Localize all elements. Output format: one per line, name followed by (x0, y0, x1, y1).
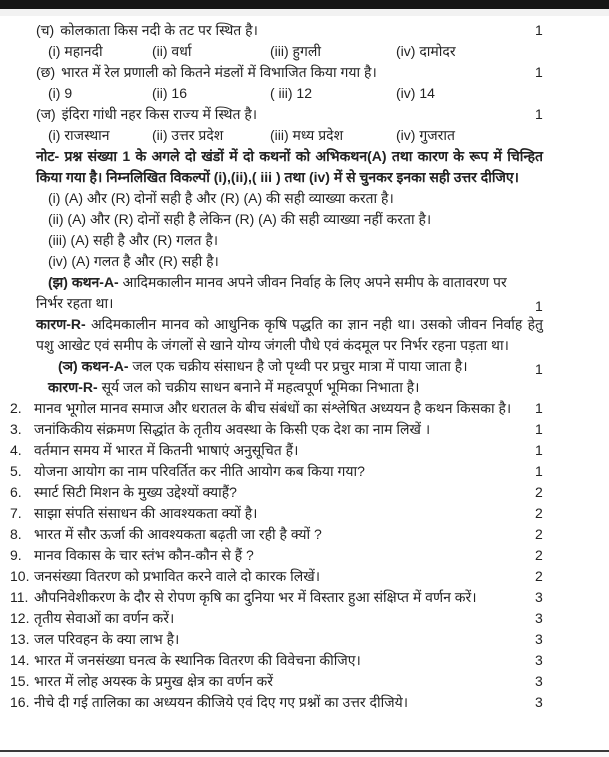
option: (ii) वर्धा (152, 43, 192, 59)
question-text: भारत में रेल प्रणाली को कितने मंडलों में विभाजित किया गया है। (61, 64, 377, 80)
marks-value: 1 (535, 400, 543, 416)
marks-value: 3 (535, 694, 543, 710)
question-text: जनांकिकीय संक्रमण सिद्धांत के तृतीय अवस्था के किसी एक देश का नाम लिखें । (34, 421, 431, 437)
question-label: (च) (36, 22, 55, 38)
marks-value: 1 (535, 463, 543, 479)
option: (ii) उत्तर प्रदेश (152, 127, 224, 143)
question-number: 12. (10, 610, 30, 626)
option: (iv) दामोदर (396, 43, 456, 59)
assertion-jha (8, 272, 601, 314)
question-number: 5. (10, 463, 22, 479)
question-number: 3. (10, 421, 22, 437)
question-text: साझा संपति संसाधन की आवश्यकता क्यों है। (34, 505, 258, 521)
kathan-label: कथन-A- (81, 358, 129, 374)
marks-value: 3 (535, 673, 543, 689)
option: (iii) हुगली (270, 43, 321, 59)
marks-value: 3 (535, 631, 543, 647)
bottom-gray-strip (0, 752, 609, 757)
question-text: योजना आयोग का नाम परिवर्तित कर नीति आयोग कब किया गया? (34, 463, 365, 479)
question-row (8, 419, 601, 440)
question-row (8, 629, 601, 650)
question-number: 10. (10, 568, 30, 584)
marks-value: 1 (535, 106, 543, 122)
marks-value: 1 (535, 442, 543, 458)
top-gray-strip (0, 9, 609, 16)
assertion-label: (झ) (48, 274, 68, 290)
question-number: 16. (10, 694, 30, 710)
marks-value: 1 (535, 361, 543, 377)
question-number: 11. (10, 589, 29, 605)
question-text: नीचे दी गई तालिका का अध्ययन कीजिये एवं दिए गए प्रश्नों का उत्तर दीजिये। (34, 694, 409, 710)
mcq-row-chha (36, 62, 601, 83)
karan-label: कारण-R- (36, 316, 86, 332)
option: (i) 9 (48, 85, 73, 101)
kathan-text: आदिमकालीन मानव अपने जीवन निर्वाह के लिए अपने समीप के वातावरण पर निर्भर रहता था। (36, 274, 507, 311)
question-row (8, 545, 601, 566)
question-number: 14. (10, 652, 30, 668)
marks-value: 3 (535, 652, 543, 668)
marks-value: 3 (535, 610, 543, 626)
marks-value: 2 (535, 547, 543, 563)
assertion-statement (36, 356, 535, 377)
question-label: (ज) (36, 106, 56, 122)
question-row (8, 398, 601, 419)
question-number: 6. (10, 484, 22, 500)
question-number: 7. (10, 505, 22, 521)
marks-value: 1 (535, 298, 543, 314)
question-row (8, 440, 601, 461)
question-text: तृतीय सेवाओं का वर्णन करें। (34, 610, 175, 626)
question-paper-content (0, 16, 609, 713)
marks-value: 2 (535, 568, 543, 584)
question-text: औपनिवेशीकरण के दौर से रोपण कृषि का दुनिया भर में विस्तार हुआ संक्षिप्त में वर्णन करें। (34, 589, 477, 605)
karan-text: सूर्य जल को चक्रीय साधन बनाने में महत्वपूर्ण भूमिका निभाता है। (101, 379, 420, 395)
marks-value: 2 (535, 484, 543, 500)
question-row (8, 461, 601, 482)
question-text: वर्तमान समय में भारत में कितनी भाषाएं अनुसूचित हैं। (34, 442, 299, 458)
mcq-row-ja (36, 104, 601, 125)
mcq-options-cha (48, 41, 601, 62)
marks-value: 2 (535, 526, 543, 542)
option: (iv) 14 (396, 85, 435, 101)
question-text: कोलकाता किस नदी के तट पर स्थित है। (60, 22, 258, 38)
option: (i) महानदी (48, 43, 103, 59)
kathan-text: जल एक चक्रीय संसाधन है जो पृथ्वी पर प्रचुर मात्रा में पाया जाता है। (132, 358, 468, 374)
question-text: जल परिवहन के क्या लाभ है। (34, 631, 180, 647)
assertion-choice: (i) (A) और (R) दोनों सही है और (R) (A) की सही व्याख्या करता है। (48, 190, 394, 206)
marks-value: 1 (535, 64, 543, 80)
question-text: भारत में सौर ऊर्जा की आवश्यकता बढ़ती जा रही है क्यों ? (34, 526, 322, 542)
mcq-options-chha (48, 83, 601, 104)
question-text: भारत में जनसंख्या घनत्व के स्थानिक वितरण की विवेचना कीजिए। (34, 652, 361, 668)
question-row (8, 671, 601, 692)
question-number: 2. (10, 400, 22, 416)
karan-label: कारण-R- (48, 379, 98, 395)
assertion-statement (36, 272, 535, 314)
question-row (8, 650, 601, 671)
question-row (8, 566, 601, 587)
question-number: 9. (10, 547, 22, 563)
assertion-choice: (ii) (A) और (R) दोनों सही है लेकिन (R) (A) की सही व्याख्या नहीं करता है। (48, 211, 432, 227)
question-text: मानव भूगोल मानव समाज और धरातल के बीच संबंधों का संश्लेषित अध्ययन है कथन किसका है। (34, 400, 512, 416)
question-row (8, 503, 601, 524)
reason-nya (48, 377, 601, 398)
question-row (8, 482, 601, 503)
assertion-choice: (iv) (A) गलत है और (R) सही है। (48, 253, 219, 269)
marks-value: 2 (535, 505, 543, 521)
assertion-label: (ञ) (58, 358, 78, 374)
question-number: 8. (10, 526, 22, 542)
question-text: जनसंख्या वितरण को प्रभावित करने वाले दो कारक लिखें। (34, 568, 321, 584)
note-paragraph: नोट- प्रश्न संख्या 1 के अगले दो खंडों में दो कथनों को अभिकथन(A) तथा कारण के रूप में चिन्हित किया गया है। निम्नलिखित विकल्पों (i),(ii),( iii ) तथा (iv) में से चुनकर इनका सही उत्तर दीजिए। (36, 148, 543, 185)
question-row (8, 692, 601, 713)
marks-value: 3 (535, 589, 543, 605)
question-text: मानव विकास के चार स्तंभ कौन-कौन से हैं ? (34, 547, 254, 563)
question-row (8, 524, 601, 545)
reason-jha (36, 314, 543, 356)
question-number: 13. (10, 631, 30, 647)
question-number: 4. (10, 442, 22, 458)
question-text: इंदिरा गांधी नहर किस राज्य में स्थित है। (61, 106, 258, 122)
question-row (8, 587, 601, 608)
question-row (8, 608, 601, 629)
option: (iii) मध्य प्रदेश (270, 127, 344, 143)
marks-value: 1 (535, 22, 543, 38)
question-number: 15. (10, 673, 30, 689)
option: ( iii) 12 (270, 85, 313, 101)
option: (ii) 16 (152, 85, 188, 101)
kathan-label: कथन-A- (71, 274, 119, 290)
top-black-bar (0, 0, 609, 9)
question-label: (छ) (36, 64, 56, 80)
assertion-nya (8, 356, 601, 377)
marks-value: 1 (535, 421, 543, 437)
option: (i) राजस्थान (48, 127, 110, 143)
option: (iv) गुजरात (396, 127, 455, 143)
assertion-choice: (iii) (A) सही है और (R) गलत है। (48, 232, 219, 248)
question-text: भारत में लोह अयस्क के प्रमुख क्षेत्र का वर्णन करें (34, 673, 273, 689)
mcq-row-cha (36, 20, 601, 41)
question-text: स्मार्ट सिटी मिशन के मुख्य उद्देश्यों क्याहैं? (34, 484, 237, 500)
karan-text: अदिमकालीन मानव को आधुनिक कृषि पद्धति का ज्ञान नही था। उसको जीवन निर्वाह हेतु पशु आखेट एवं समीप के जंगलों से खाने योग्य जंगली पौधे एवं कंदमूल पर निर्भर रहना पड़ता था। (36, 316, 543, 353)
mcq-options-ja (48, 125, 601, 146)
